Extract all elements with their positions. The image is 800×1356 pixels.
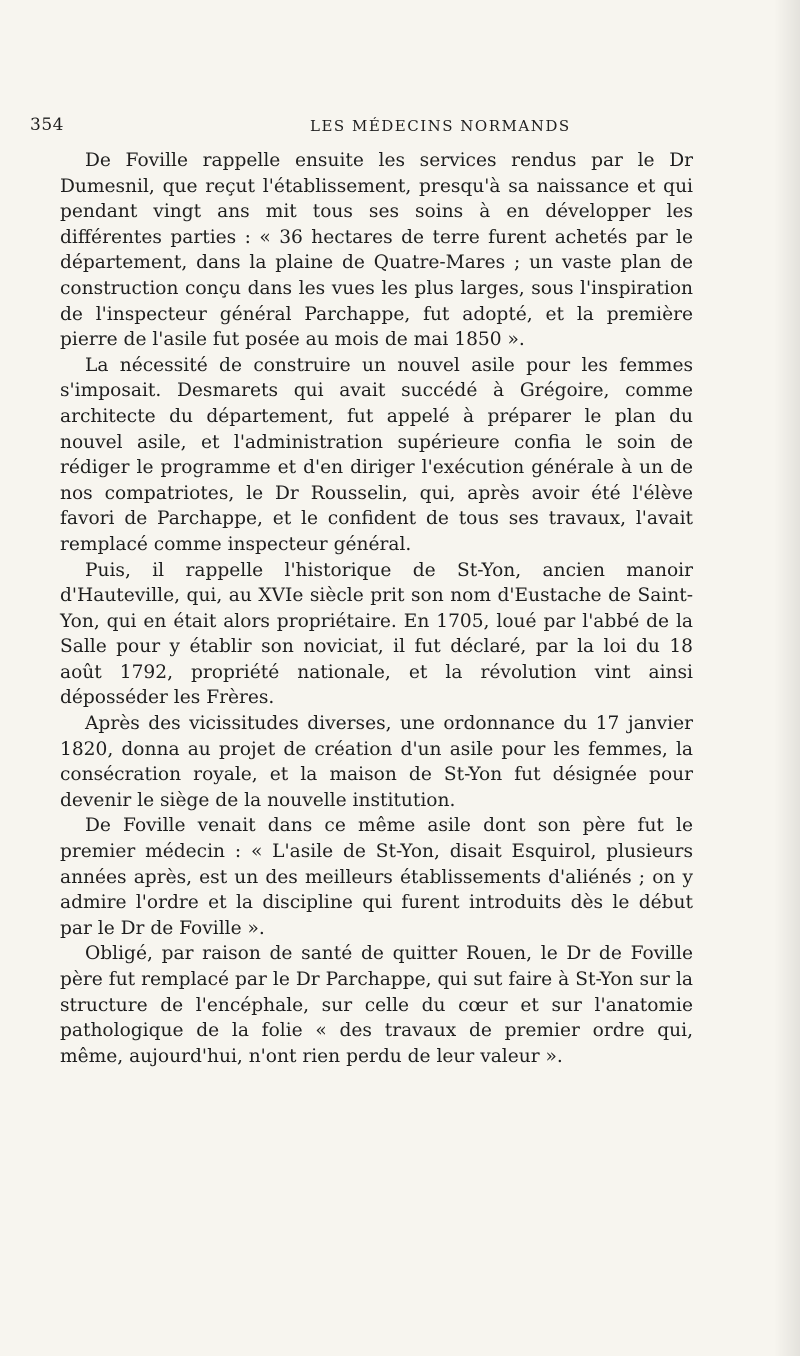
paragraph-6: Obligé, par raison de santé de quitter Rouen, le Dr de Foville père fut remplacé par le Dr Parchappe, qui sut faire à St-Yon sur la structure de l'encéphale, sur celle du cœur et sur l'anatomie pathologique de la folie « des travaux de premier ordre qui, même, aujourd'hui, n'ont rien perdu de leur valeur ». <box>60 943 693 1067</box>
body-text <box>60 148 693 1069</box>
paragraph-5: De Foville venait dans ce même asile dont son père fut le premier médecin : « L'asile de St-Yon, disait Esquirol, plusieurs années après, est un des meilleurs établissements d'aliénés ; on y admire l'ordre et la discipline qui furent introduits dès le début par le Dr de Foville ». <box>60 815 693 939</box>
page-header <box>30 115 690 145</box>
paragraph-1: De Foville rappelle ensuite les services rendus par le Dr Dumesnil, que reçut l'établissement, presqu'à sa naissance et qui pendant vingt ans mit tous ses soins à en développer les différentes parties : « 36 hectares de terre furent achetés par le département, dans la plaine de Quatre-Mares ; un vaste plan de construction conçu dans les vues les plus larges, sous l'inspiration de l'inspecteur général Parchappe, fut adopté, et la première pierre de l'asile fut posée au mois de mai 1850 ». <box>60 150 693 351</box>
page-number: 354 <box>30 115 64 135</box>
paragraph-3: Puis, il rappelle l'historique de St-Yon, ancien manoir d'Hauteville, qui, au XVIe siècle prit son nom d'Eustache de Saint-Yon, qui en était alors propriétaire. En 1705, loué par l'abbé de la Salle pour y établir son noviciat, il fut déclaré, par la loi du 18 août 1792, propriété nationale, et la révolution vint ainsi déposséder les Frères. <box>60 559 693 709</box>
paragraph-2: La nécessité de construire un nouvel asile pour les femmes s'imposait. Desmarets qui avait succédé à Grégoire, comme architecte du département, fut appelé à préparer le plan du nouvel asile, et l'administration supérieure confia le soin de rédiger le programme et d'en diriger l'exécution générale à un de nos compatriotes, le Dr Rousselin, qui, après avoir été l'élève favori de Parchappe, et le confident de tous ses travaux, l'avait remplacé comme inspecteur général. <box>60 354 693 555</box>
page-edge-shadow <box>774 0 800 1356</box>
running-title: LES MÉDECINS NORMANDS <box>310 117 571 135</box>
paragraph-4: Après des vicissitudes diverses, une ordonnance du 17 janvier 1820, donna au projet de création d'un asile pour les femmes, la consécration royale, et la maison de St-Yon fut désignée pour devenir le siège de la nouvelle institution. <box>60 713 693 811</box>
